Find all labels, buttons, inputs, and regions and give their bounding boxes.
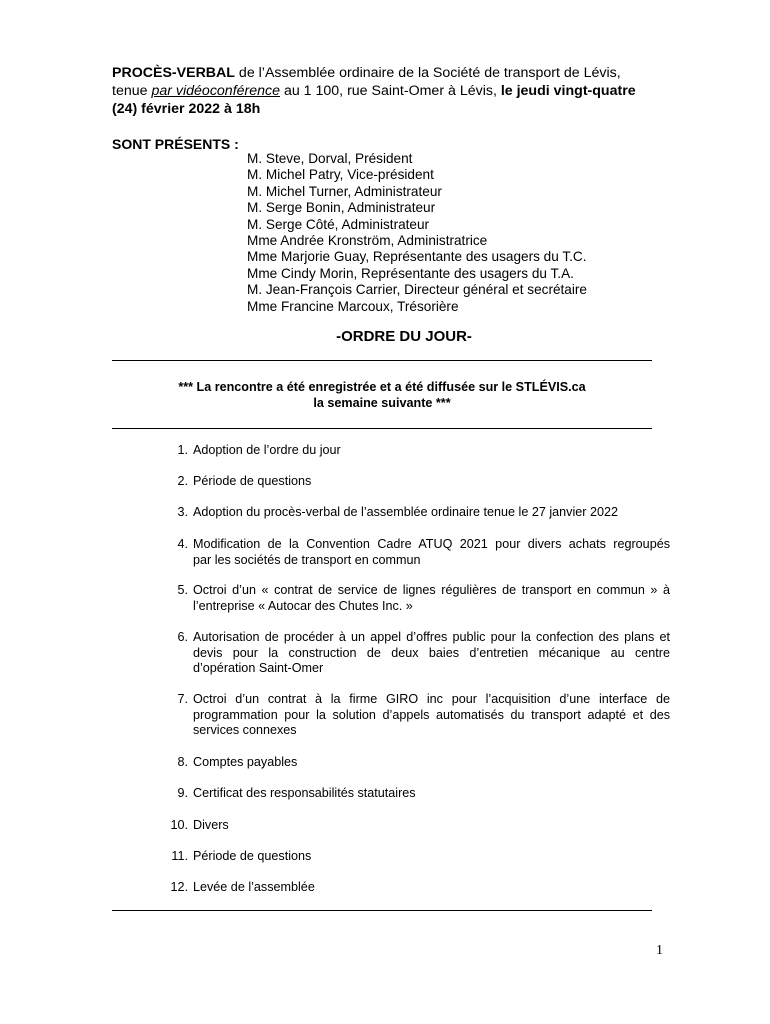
agenda-item-number: 11.	[171, 849, 188, 863]
header-videoconference: par vidéoconférence	[151, 83, 281, 99]
recording-notice	[112, 380, 652, 411]
header-date-part2: (24) février 2022 à 18h	[112, 101, 261, 117]
header-line-2	[112, 82, 672, 100]
header-date-part1: le jeudi vingt-quatre	[500, 83, 636, 99]
agenda-item-number: 9.	[177, 786, 188, 800]
agenda-item-number: 3.	[177, 505, 188, 519]
agenda-item-number: 12.	[170, 880, 188, 894]
agenda-item-text	[193, 537, 670, 568]
agenda-item-number: 8.	[177, 755, 188, 769]
agenda-item-text	[193, 630, 670, 677]
agenda-item-text	[193, 849, 670, 865]
agenda-item-number: 7.	[177, 692, 188, 706]
agenda-item-number: 5.	[177, 583, 188, 597]
minutes-header	[112, 64, 672, 118]
agenda-item-line: Octroi d’un contrat à la firme GIRO inc pour l’acquisition d’une interface de	[193, 692, 670, 706]
agenda-item-number: 2.	[177, 474, 188, 488]
separator-line-2	[112, 428, 652, 429]
attendee-entry: M. Michel Turner, Administrateur	[247, 183, 442, 199]
header-title-rest: de l’Assemblée ordinaire de la Société de transport de Lévis,	[234, 65, 621, 81]
attendees-list	[247, 151, 587, 315]
attendee-entry: M. Jean-François Carrier, Directeur général et secrétaire	[247, 282, 587, 298]
separator-line-3	[112, 910, 652, 911]
agenda-item-line: Période de questions	[193, 474, 312, 488]
agenda-title: -ORDRE DU JOUR-	[336, 328, 472, 345]
agenda-item-text	[193, 786, 670, 802]
header-tenue: tenue	[112, 83, 152, 99]
agenda-item-line: l’entreprise « Autocar des Chutes Inc. »	[193, 598, 413, 613]
attendee-entry: Mme Marjorie Guay, Représentante des usagers du T.C.	[247, 249, 587, 265]
header-line-1	[112, 64, 672, 82]
attendee-entry: M. Serge Bonin, Administrateur	[247, 200, 436, 216]
attendee-entry: Mme Andrée Kronström, Administratrice	[247, 233, 488, 249]
attendee-entry: M. Steve, Dorval, Président	[247, 151, 413, 166]
agenda-item-line: Divers	[193, 818, 229, 832]
agenda-item-number: 6.	[177, 630, 188, 644]
agenda-item-number: 10.	[170, 818, 188, 832]
agenda-item-line: Modification de la Convention Cadre ATUQ 2021 pour divers achats regroupés	[193, 537, 670, 551]
agenda-item-line: devis pour la construction de deux baies d’entretien mécanique au centre	[193, 645, 670, 660]
page-number: 1	[656, 943, 663, 958]
agenda-item-text	[193, 692, 670, 739]
agenda-item-text	[193, 443, 670, 459]
attendee-entry: Mme Cindy Morin, Représentante des usagers du T.A.	[247, 265, 574, 281]
attendees-heading: SONT PRÉSENTS :	[112, 136, 239, 152]
agenda-item-line: Levée de l’assemblée	[193, 880, 315, 894]
agenda-item-line: Autorisation de procéder à un appel d’offres public pour la confection des plans et	[193, 630, 670, 644]
agenda-item-line: Comptes payables	[193, 755, 298, 769]
header-title-bold: PROCÈS-VERBAL	[112, 65, 235, 81]
recording-notice-line-1: *** La rencontre a été enregistrée et a été diffusée sur le STLÉVIS.ca	[178, 380, 586, 394]
agenda-item-text	[193, 474, 670, 490]
agenda-item-line: services connexes	[193, 723, 297, 738]
agenda-item-line: par les sociétés de transport en commun	[193, 552, 421, 567]
separator-line-1	[112, 360, 652, 361]
agenda-item-text	[193, 880, 670, 896]
header-address: au 1 100, rue Saint-Omer à Lévis,	[280, 83, 501, 99]
attendee-entry: Mme Francine Marcoux, Trésorière	[247, 298, 459, 314]
agenda-item-text	[193, 583, 670, 614]
agenda-item-line: d’opération Saint-Omer	[193, 661, 324, 676]
agenda-item-text	[193, 755, 670, 771]
agenda-item-line: Adoption du procès-verbal de l’assemblée ordinaire tenue le 27 janvier 2022	[193, 505, 618, 519]
agenda-item-text	[193, 505, 670, 521]
agenda-item-number: 1.	[177, 443, 188, 457]
agenda-item-line: programmation pour la solution d’appels automatisés du transport adapté et des	[193, 707, 670, 722]
agenda-item-number: 4.	[177, 537, 188, 551]
agenda-item-line: Certificat des responsabilités statutaires	[193, 786, 416, 800]
agenda-item-line: Période de questions	[193, 849, 312, 863]
recording-notice-line-2: la semaine suivante ***	[313, 395, 451, 410]
attendee-entry: M. Michel Patry, Vice-président	[247, 167, 434, 183]
agenda-item-line: Adoption de l’ordre du jour	[193, 443, 341, 457]
agenda-item-line: Octroi d’un « contrat de service de lignes régulières de transport en commun » à	[193, 583, 670, 597]
agenda-item-text	[193, 818, 670, 834]
attendee-entry: M. Serge Côté, Administrateur	[247, 216, 430, 232]
